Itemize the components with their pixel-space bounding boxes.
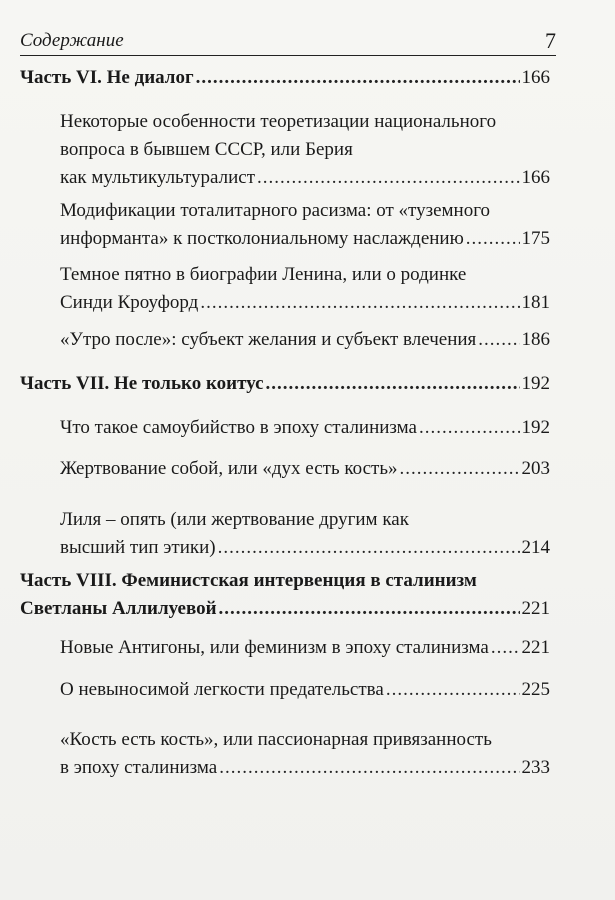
- toc-chapter[interactable]: [60, 414, 550, 442]
- dot-leader: [219, 595, 520, 623]
- toc-entry-title: Часть VI. Не диалог: [20, 67, 194, 88]
- toc-page-number: 225: [521, 679, 550, 700]
- toc-entry-title: в эпоху сталинизма: [60, 757, 218, 778]
- toc-chapter[interactable]: [60, 326, 550, 354]
- toc-page-number: 221: [521, 637, 550, 658]
- toc-entry-line: Некоторые особенности теоретизации национального: [60, 111, 497, 132]
- toc-entry-title: Жертвование собой, или «дух есть кость»: [60, 458, 398, 479]
- toc-page-number: 214: [521, 537, 550, 558]
- toc-chapter[interactable]: [60, 197, 550, 253]
- dot-leader: [218, 534, 520, 562]
- dot-leader: [257, 164, 519, 192]
- toc-entry-title: Что такое самоубийство в эпоху сталинизма: [60, 417, 417, 438]
- toc-page-number: 166: [521, 167, 550, 188]
- toc-page-number: 175: [521, 228, 550, 249]
- toc-chapter[interactable]: [60, 634, 550, 662]
- header-title: Содержание: [20, 30, 124, 51]
- toc-entry-line: вопроса в бывшем СССР, или Берия: [60, 139, 353, 160]
- toc-entry-line: Модификации тоталитарного расизма: от «туземного: [60, 200, 491, 221]
- toc-entry-title: Синди Кроуфорд: [60, 292, 199, 313]
- dot-leader: [478, 326, 519, 354]
- dot-leader: [219, 754, 519, 782]
- toc-entry-line: Часть VIII. Феминистская интервенция в сталинизм: [20, 570, 477, 591]
- header-page-number: 7: [545, 28, 556, 53]
- toc-page-number: 166: [521, 67, 550, 88]
- dot-leader: [491, 634, 520, 662]
- toc-page-number: 221: [521, 598, 550, 619]
- toc-part-8[interactable]: [20, 567, 550, 623]
- toc-part-7[interactable]: [20, 370, 550, 398]
- toc-entry-title: как мультикультуралист: [60, 167, 256, 188]
- toc-page-number: 192: [521, 417, 550, 438]
- toc-chapter[interactable]: [60, 455, 550, 483]
- dot-leader: [196, 64, 520, 92]
- dot-leader: [200, 289, 519, 317]
- toc-entry-title: О невыносимой легкости предательства: [60, 679, 384, 700]
- toc-chapter[interactable]: [60, 108, 550, 192]
- toc-chapter[interactable]: [60, 261, 550, 317]
- dot-leader: [466, 225, 520, 253]
- toc-part-6[interactable]: [20, 64, 550, 92]
- toc-entry-title: «Утро после»: субъект желания и субъект влечения: [60, 329, 477, 350]
- dot-leader: [386, 676, 520, 704]
- dot-leader: [400, 455, 520, 483]
- toc-entry-line: Темное пятно в биографии Ленина, или о родинке: [60, 264, 467, 285]
- toc-entry-line: Лиля – опять (или жертвование другим как: [60, 509, 409, 530]
- toc-entry-title: высший тип этики): [60, 537, 216, 558]
- toc-entry-title: Новые Антигоны, или феминизм в эпоху сталинизма: [60, 637, 489, 658]
- toc-page-number: 192: [521, 373, 550, 394]
- dot-leader: [266, 370, 520, 398]
- dot-leader: [419, 414, 520, 442]
- toc-entry-title: информанта» к постколониальному наслаждению: [60, 228, 464, 249]
- toc-page-number: 186: [521, 329, 550, 350]
- toc-entry-title: Часть VII. Не только коитус: [20, 373, 264, 394]
- toc-chapter[interactable]: [60, 506, 550, 562]
- toc-page-number: 181: [521, 292, 550, 313]
- toc-page-number: 203: [521, 458, 550, 479]
- toc-page-number: 233: [521, 757, 550, 778]
- toc-entry-line: «Кость есть кость», или пассионарная привязанность: [60, 729, 492, 750]
- toc-chapter[interactable]: [60, 676, 550, 704]
- toc-entry-title: Светланы Аллилуевой: [20, 598, 217, 619]
- toc-chapter[interactable]: [60, 726, 550, 782]
